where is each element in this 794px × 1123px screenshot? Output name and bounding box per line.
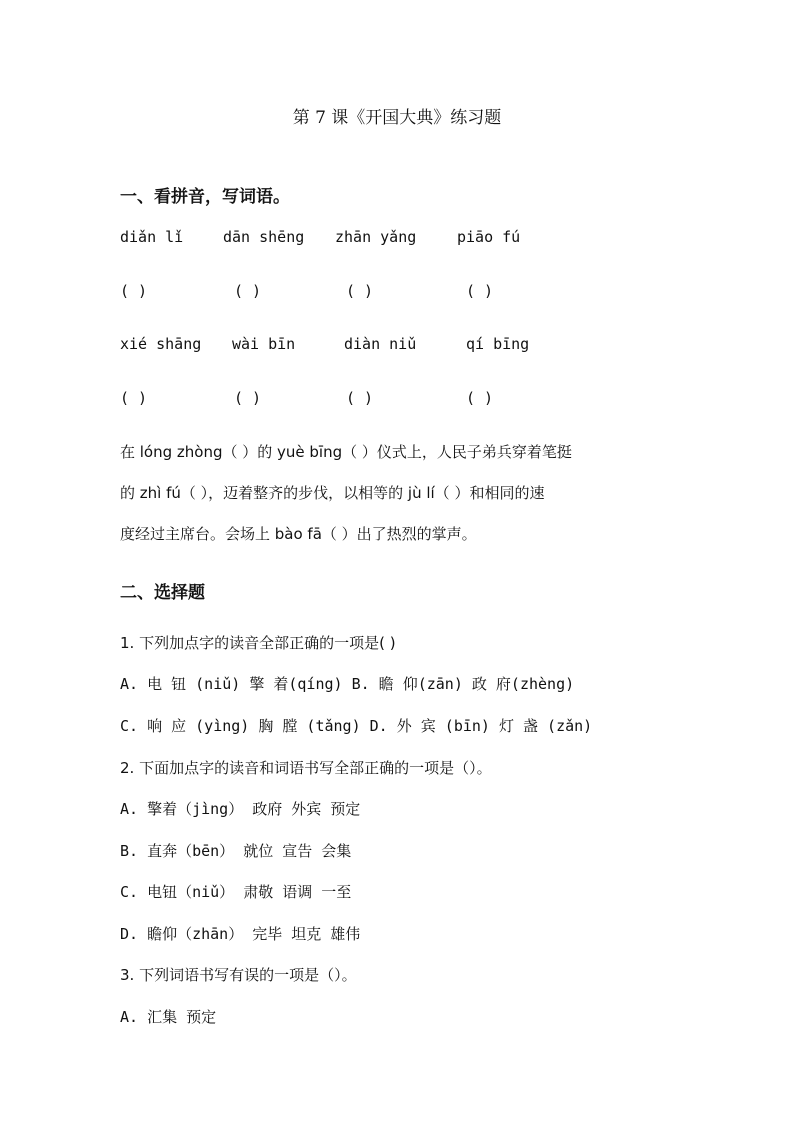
pinyin-item: zhān yǎng — [335, 228, 417, 246]
option-line: C. 响 应 (yìng) 胸 膛 (tǎng) D. 外 宾 (bīn) 灯 盏 (zǎn) — [120, 717, 593, 735]
option-line: A. 电 钮 (niǔ) 擎 着(qíng) B. 瞻 仰(zān) 政 府(zhèng) — [120, 675, 575, 693]
answer-blank[interactable]: ( ) — [346, 389, 374, 407]
page-title: 第 7 课《开国大典》练习题 — [292, 108, 502, 128]
fill-paragraph-line: 度经过主席台。会场上 bào fā（ ）出了热烈的掌声。 — [120, 525, 477, 543]
pinyin-item: diàn niǔ — [344, 335, 417, 353]
answer-blank[interactable]: ( ) — [466, 282, 494, 300]
pinyin-item: xié shāng — [120, 335, 202, 353]
question-line: 1. 下列加点字的读音全部正确的一项是( ) — [120, 634, 396, 652]
option-line: A. 擎着（jìng） 政府 外宾 预定 — [120, 800, 361, 818]
answer-blank[interactable]: ( ) — [346, 282, 374, 300]
pinyin-item: dān shēng — [223, 228, 305, 246]
answer-blank[interactable]: ( ) — [120, 282, 148, 300]
answer-blank[interactable]: ( ) — [466, 389, 494, 407]
option-line: B. 直奔（bēn） 就位 宣告 会集 — [120, 842, 352, 860]
section-1-heading: 一、看拼音，写词语。 — [120, 187, 290, 207]
answer-blank[interactable]: ( ) — [234, 389, 262, 407]
pinyin-item: diǎn lǐ — [120, 228, 184, 246]
answer-blank[interactable]: ( ) — [234, 282, 262, 300]
fill-paragraph-line: 的 zhì fú（ ），迈着整齐的步伐，以相等的 jù lí（ ）和相同的速 — [120, 484, 545, 502]
option-line: C. 电钮（niǔ） 肃敬 语调 一至 — [120, 883, 352, 901]
fill-paragraph-line: 在 lóng zhòng（ ）的 yuè bīng（ ）仪式上，人民子弟兵穿着笔挺 — [120, 443, 572, 461]
section-2-heading: 二、选择题 — [120, 583, 205, 603]
pinyin-item: qí bīng — [466, 335, 530, 353]
option-line: A. 汇集 预定 — [120, 1008, 217, 1026]
option-line: D. 瞻仰（zhān） 完毕 坦克 雄伟 — [120, 925, 361, 943]
pinyin-item: piāo fú — [457, 228, 521, 246]
question-line: 3. 下列词语书写有误的一项是（）。 — [120, 966, 357, 984]
question-line: 2. 下面加点字的读音和词语书写全部正确的一项是（）。 — [120, 759, 492, 777]
pinyin-item: wài bīn — [232, 335, 296, 353]
answer-blank[interactable]: ( ) — [120, 389, 148, 407]
